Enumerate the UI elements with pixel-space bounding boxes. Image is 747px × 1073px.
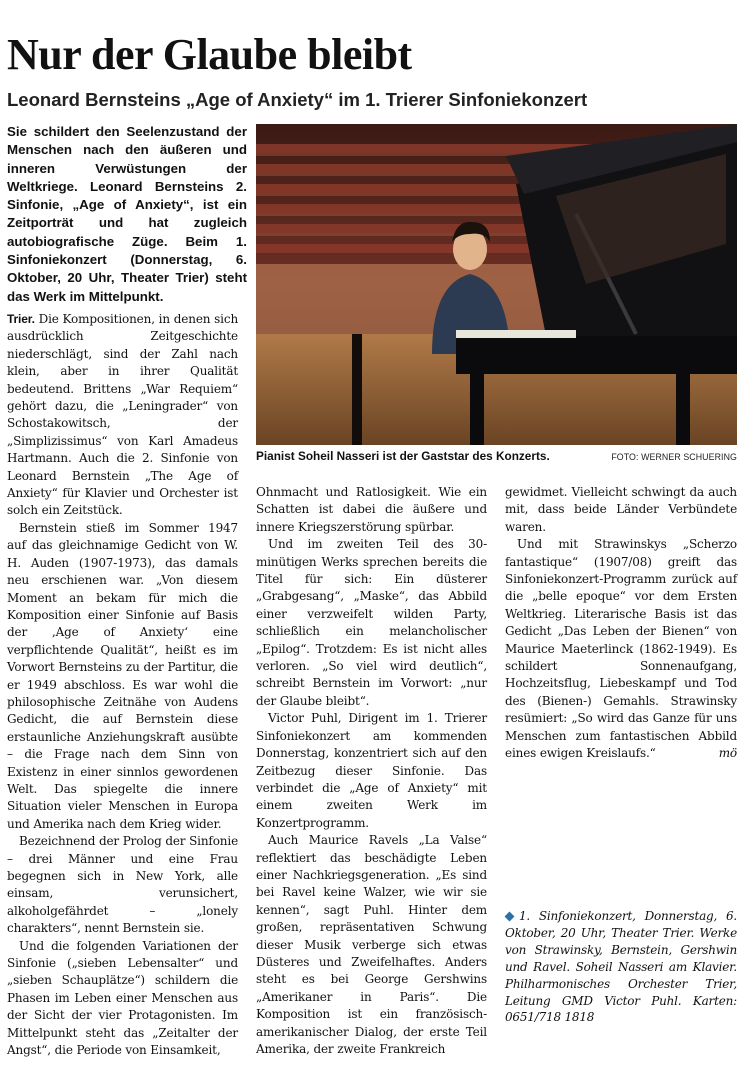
pianist-image: [256, 124, 737, 445]
photo-credit: FOTO: WERNER SCHUERING: [611, 452, 737, 462]
body-paragraph-4: Und die folgenden Variationen der Sinfonie („sieben Lebensalter“ und „sieben Schauplätze“) schildern die Phasen im Leben einer Menschen aus der Sicht der vier Protagonisten. Im Mittelpunkt steht das „Zeitalter der Angst“, die Periode von Einsamkeit,: [7, 938, 239, 1058]
bullet-icon: [505, 911, 515, 921]
body-paragraph-5: Und im zweiten Teil des 30-minütigen Werks sprechen bereits die Titel für sich: Ein düsterer „Grabgesang“, „Maske“, das Abbild einer verzweifelt wilden Party, schließlich ein melancholischer „Epilog“. Trotzdem: Es ist nicht alles verloren. „So viel wird deutlich“, schreibt Bernstein im Vorwort: „nur der Glaube bleibt“.: [256, 537, 488, 708]
body-paragraph-continued: gewidmet. Vielleicht schwingt da auch mit, dass beide Länder Verbündete waren.: [505, 485, 738, 534]
dateline: Trier.: [7, 312, 35, 326]
body-paragraph-6: Victor Puhl, Dirigent im 1. Trierer Sinfoniekonzert am kommenden Donnerstag, konzentriert sich auf den Zeitbezug dieser Sinfonie. Das verbindet die „Age of Anxiety“ mit einem zweiten Werk im Konzertprogramm.: [256, 711, 488, 830]
photo-caption-row: [256, 448, 737, 466]
article-column-3: [505, 484, 737, 763]
headline: Nur der Glaube bleibt: [7, 30, 412, 79]
author-signature: mö: [718, 746, 737, 761]
concert-info-box: [505, 908, 737, 1026]
photo-caption: Pianist Soheil Nasseri ist der Gaststar des Konzerts.: [256, 449, 550, 463]
concert-photo: [256, 124, 737, 445]
body-paragraph-8: Und mit Strawinskys „Scherzo fantastique“ (1907/08) greift das Sinfoniekonzert-Programm zurück auf die „belle epoque“ vor dem Ersten Weltkrieg. Literarische Basis ist das Gedicht „Das Leben der Bienen“ von Maurice Maeterlinck (1862-1949). Es schildert Sonnenaufgang, Hochzeitsflug, Liebeskampf und Tod des (Bienen-) Gemahls. Strawinsky resümiert: „So wird das Ganze für uns Menschen zum fantastischen Abbild eines ewigen Kreislaufs.“ mö: [505, 536, 737, 762]
body-paragraph-2: Bernstein stieß im Sommer 1947 auf das gleichnamige Gedicht von W. H. Auden (1907-1973), das damals neu erschienen war. „Von diesem Moment an bekam für mich die Komposition einer Sinfonie auf Basis der ‚Age of Anxiety‘ eine verpflichtende Qualität“, heißt es im Vorwort Bernsteins zu der Partitur, die er 1949 abschloss. Es war wohl die philosophische Zeitnähe von Audens Gedicht, die auf Bernstein diese erstaunliche Anziehungskraft ausübte – die Frage nach dem Sinn von Existenz in einer sinnlos gewordenen Welt. Das spiegelte die innere Situation vieler Menschen in Europa und Amerika nach dem Krieg wider.: [7, 520, 239, 831]
article-column-1: [7, 311, 238, 1059]
body-paragraph-1: Trier. Die Kompositionen, in denen sich ausdrücklich Zeitgeschichte niederschlägt, sind der Zahl nach klein, aber in ihrer Qualität bedeutend. Brittens „War Requiem“ gehört dazu, die „Leningrader“ von Schostakowitsch, der „Simplizissimus“ von Karl Amadeus Hartmann. Auch die 2. Sinfonie von Leonard Bernstein „The Age of Anxiety“ für Klavier und Orchester ist solch ein Zeitstück.: [7, 312, 239, 518]
body-paragraph-3: Bezeichnend der Prolog der Sinfonie – drei Männer und eine Frau begegnen sich in New York, alle einsam, verunsichert, alkoholgefährdet – „lonely charakters“, nennt Bernstein sie.: [7, 834, 239, 936]
body-paragraph-7: Auch Maurice Ravels „La Valse“ reflektiert das beschädigte Leben einer Nachkriegsgeneration. „Es sind bei Ravel keine Walzer, wie wir sie kennen“, sagt Puhl. Hinter dem großen, repräsentativen Schwung dieser Musik verberge sich etwas Düsteres und Zweifelhaftes. Anders steht es bei George Gershwins „Amerikaner in Paris“. Die Komposition ist ein französisch-amerikanischer Dialog, der erste Teil Amerika, der zweite Frankreich: [256, 833, 488, 1056]
body-paragraph-continued: Ohnmacht und Ratlosigkeit. Wie ein Schatten ist dabei die äußere und innere Kriegszerstörung spürbar.: [256, 485, 488, 534]
lead-paragraph: Sie schildert den Seelenzustand der Menschen nach den äußeren und inneren Verwüstungen der Weltkriege. Leonard Bernsteins 2. Sinfonie, „Age of Anxiety“, ist ein Zeitporträt und hat zugleich autobiografische Züge. Beim 1. Sinfoniekonzert (Donnerstag, 6. Oktober, 20 Uhr, Theater Trier) steht das Werk im Mittelpunkt.: [7, 124, 247, 304]
subheadline: Leonard Bernsteins „Age of Anxiety“ im 1. Trierer Sinfoniekonzert: [7, 89, 588, 110]
article-column-2: [256, 484, 487, 1058]
concert-info-text: 1. Sinfoniekonzert, Donnerstag, 6. Oktober, 20 Uhr, Theater Trier. Werke von Strawinsky, Bernstein, Gershwin und Ravel. Soheil Nasseri am Klavier. Philharmonisches Orchester Trier, Leitung GMD Victor Puhl. Karten: 0651/718 1818: [505, 909, 737, 1025]
